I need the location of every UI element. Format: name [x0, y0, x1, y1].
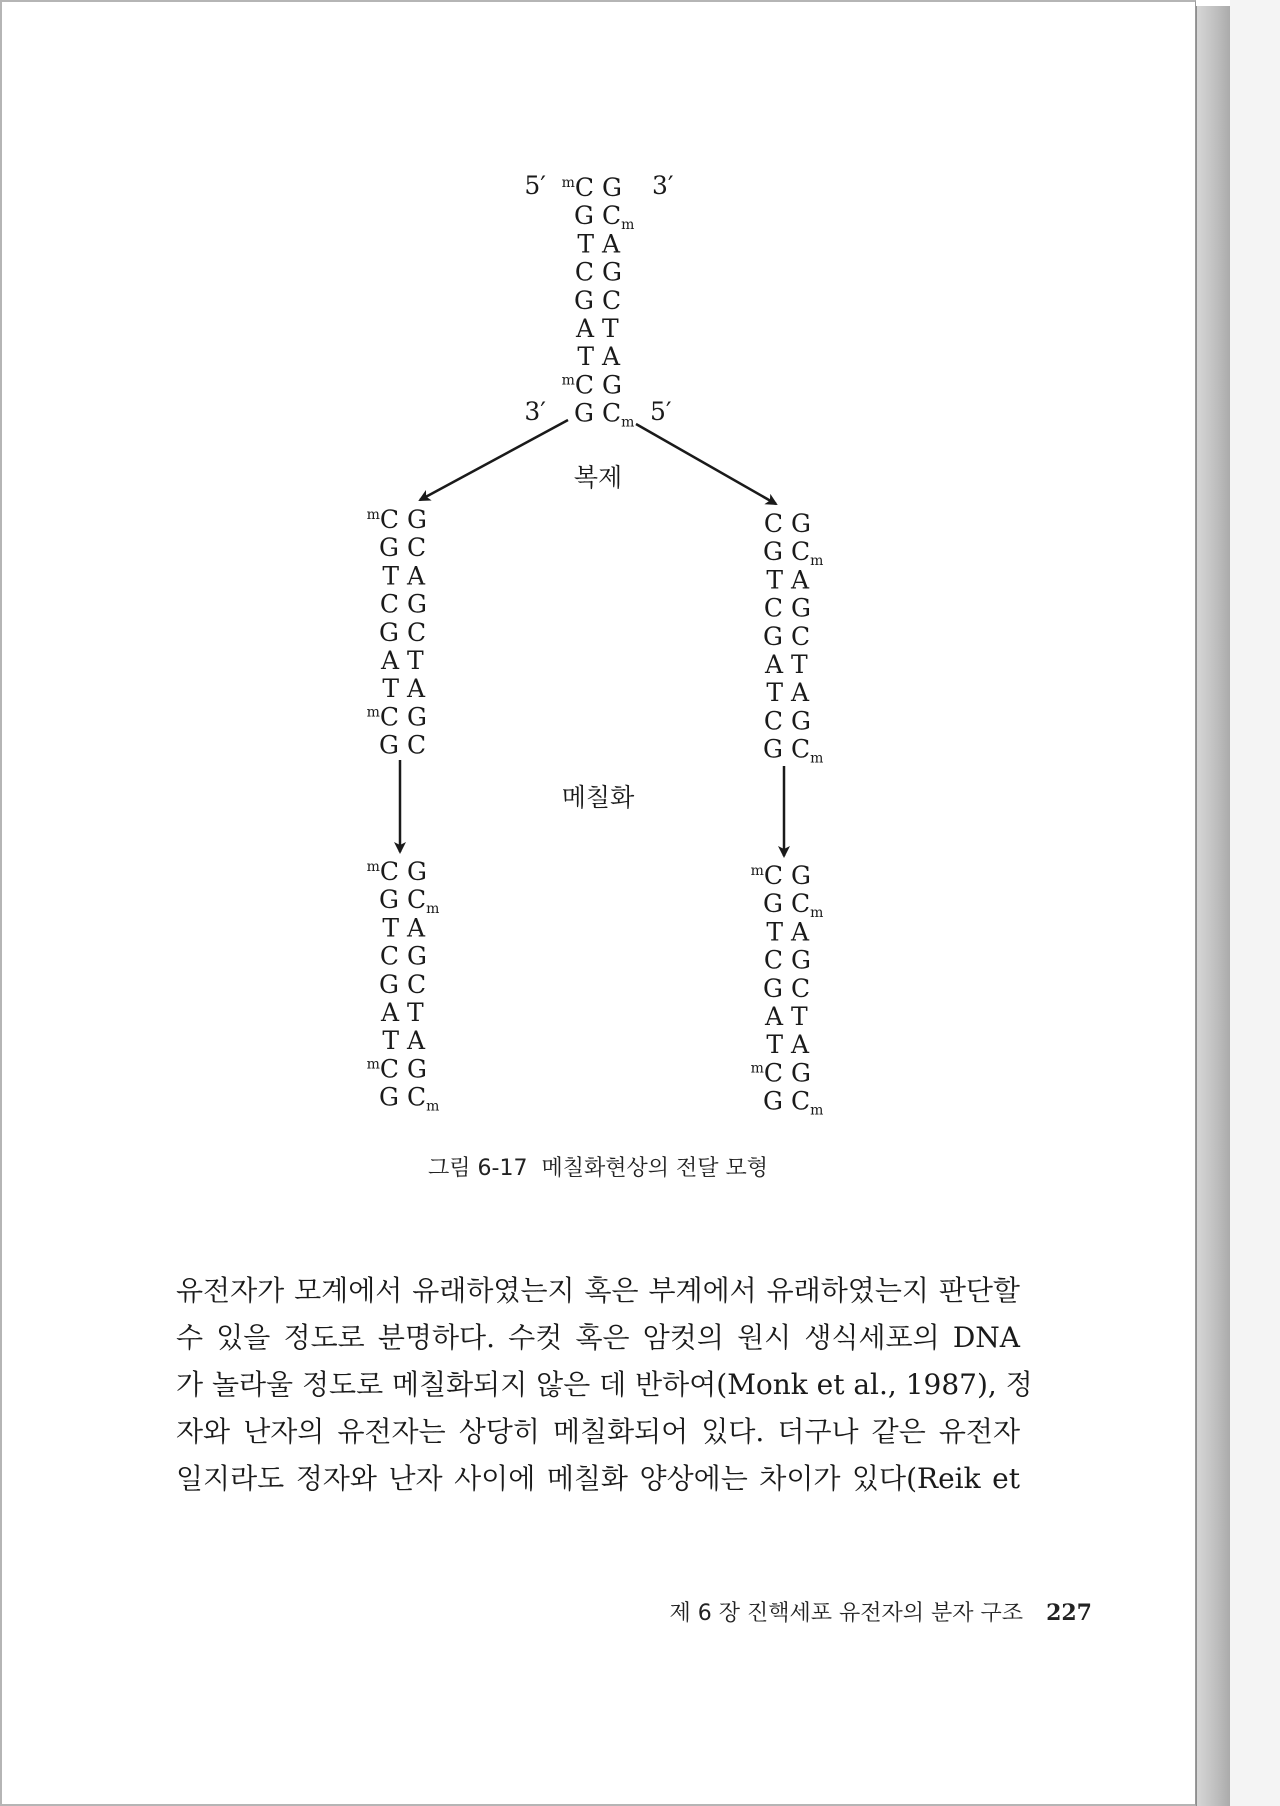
base-label: C	[763, 509, 783, 538]
methylation-label: 메칠화	[561, 783, 635, 812]
base-pair	[763, 622, 810, 651]
base-label: T	[791, 1002, 808, 1031]
base-pair	[764, 594, 811, 623]
base-pair	[575, 258, 622, 287]
base-label: A	[575, 314, 594, 343]
strand-end-label: 3′	[652, 171, 674, 200]
base-pair	[575, 314, 619, 343]
body-line: 가 놀라울 정도로 메칠화되지 않은 데 반하여(Monk et al., 1987), 정	[176, 1368, 1033, 1401]
base-pair	[367, 1054, 427, 1083]
base-pair	[764, 706, 811, 735]
base-label: G	[791, 593, 811, 623]
base-label: G	[407, 702, 427, 732]
base-pair	[380, 998, 424, 1027]
figure-number: 그림 6-17	[428, 1156, 528, 1181]
base-pair	[562, 370, 622, 399]
base-label: C	[763, 706, 783, 736]
base-label: $^m$C	[366, 1054, 399, 1084]
base-pair	[766, 1030, 810, 1059]
base-label: C	[791, 621, 811, 651]
base-pair	[577, 342, 621, 371]
base-pair	[764, 946, 811, 975]
base-label: T	[382, 561, 399, 591]
body-line: 유전자가 모계에서 유래하였는지 혹은 부계에서 유래하였는지 판단할	[176, 1274, 1020, 1307]
base-label: A	[380, 998, 399, 1027]
base-label: G	[379, 617, 399, 647]
base-pair	[380, 942, 427, 971]
replication-label: 복제	[573, 463, 623, 492]
base-pair	[367, 857, 427, 886]
base-pair	[379, 885, 439, 917]
base-label: G	[763, 537, 783, 567]
base-label: G	[791, 861, 811, 890]
base-label: G	[763, 973, 783, 1003]
base-label: G	[791, 509, 811, 538]
base-label: G	[791, 945, 811, 975]
figure-title: 메칠화현상의 전달 모형	[541, 1156, 768, 1181]
base-label: C	[379, 941, 399, 971]
base-label: A	[380, 646, 399, 675]
left-daughter-methylated	[367, 857, 440, 1115]
book-edge	[1196, 6, 1231, 1806]
base-label: $C_m$	[407, 1082, 440, 1115]
base-label: C	[407, 969, 427, 999]
base-label: G	[602, 257, 622, 287]
base-pair	[379, 533, 426, 562]
base-label: G	[602, 173, 622, 202]
base-pair	[382, 1026, 426, 1055]
footer-title: 진핵세포 유전자의 분자 구조	[747, 1601, 1024, 1626]
base-label: C	[602, 285, 622, 315]
base-pair	[764, 650, 808, 679]
body-paragraph	[176, 1267, 1033, 1502]
base-label: $^m$C	[366, 702, 399, 732]
base-pair	[367, 505, 427, 534]
base-label: A	[407, 913, 426, 943]
base-label: A	[764, 1002, 783, 1031]
replication-arrow-left	[420, 420, 568, 500]
base-label: $C_m$	[602, 398, 635, 431]
base-label: C	[407, 617, 427, 647]
base-pair	[577, 229, 621, 258]
base-pair	[763, 889, 823, 921]
base-pair	[379, 618, 426, 647]
base-label: $^m$C	[561, 370, 594, 400]
base-pair	[382, 913, 426, 942]
base-label: T	[407, 646, 424, 675]
base-label: C	[407, 730, 427, 760]
base-label: A	[407, 561, 426, 591]
base-pair	[574, 286, 621, 315]
base-label: C	[791, 973, 811, 1003]
base-pair	[379, 731, 426, 760]
base-label: A	[602, 342, 621, 372]
base-label: T	[382, 1026, 399, 1056]
base-label: T	[577, 342, 594, 372]
base-pair	[574, 399, 634, 431]
base-label: C	[763, 945, 783, 975]
base-pair	[764, 1002, 808, 1031]
base-label: G	[763, 621, 783, 651]
base-label: T	[382, 913, 399, 943]
right-daughter-unmethylated	[763, 509, 823, 767]
base-label: G	[379, 533, 399, 563]
body-line: 수 있을 정도로 분명하다. 수컷 혹은 암컷의 원시 생식세포의 DNA	[176, 1321, 1020, 1354]
page-footer	[670, 1596, 1092, 1627]
base-label: A	[602, 229, 621, 259]
base-pair	[764, 509, 811, 538]
base-label: T	[766, 678, 783, 708]
base-label: G	[379, 969, 399, 999]
base-label: T	[602, 314, 619, 343]
base-label: G	[407, 589, 427, 619]
base-pair	[763, 974, 810, 1003]
base-label: G	[407, 1054, 427, 1084]
base-label: G	[379, 730, 399, 760]
base-pair	[751, 861, 811, 890]
parent-dna-strand	[524, 171, 673, 431]
base-pair	[380, 646, 424, 675]
base-label: G	[763, 889, 783, 919]
base-label: T	[407, 998, 424, 1027]
base-label: $^m$C	[750, 1058, 783, 1088]
base-label: G	[407, 505, 427, 534]
replication-arrow-right	[636, 424, 776, 504]
base-pair	[367, 702, 427, 731]
base-pair	[562, 173, 622, 202]
base-label: $C_m$	[791, 734, 824, 767]
base-label: G	[602, 370, 622, 400]
background-strip	[1230, 0, 1280, 1806]
base-label: G	[574, 201, 594, 231]
base-label: C	[574, 257, 594, 287]
base-label: $C_m$	[602, 201, 635, 234]
base-label: $^m$C	[366, 505, 399, 534]
base-pair	[763, 1087, 823, 1119]
base-label: G	[574, 398, 594, 428]
base-label: A	[791, 678, 810, 708]
body-line: 일지라도 정자와 난자 사이에 메칠화 양상에는 차이가 있다(Reik et	[176, 1462, 1020, 1495]
base-label: A	[791, 565, 810, 595]
base-label: G	[763, 734, 783, 764]
base-label: T	[382, 674, 399, 704]
base-label: $C_m$	[791, 1086, 824, 1119]
base-label: G	[379, 1082, 399, 1112]
base-label: $C_m$	[407, 885, 440, 918]
base-label: C	[763, 593, 783, 623]
figure-caption	[0, 1151, 1196, 1182]
base-label: G	[379, 885, 399, 915]
base-label: A	[764, 650, 783, 679]
base-pair	[574, 201, 634, 233]
base-pair	[382, 561, 426, 590]
footer-chapter: 제 6 장	[669, 1601, 741, 1626]
strand-end-label: 5′	[650, 397, 672, 426]
base-pair	[382, 674, 426, 703]
base-label: A	[791, 1030, 810, 1060]
base-label: $C_m$	[791, 537, 824, 570]
base-label: G	[574, 285, 594, 315]
base-label: G	[791, 1058, 811, 1088]
body-line: 자와 난자의 유전자는 상당히 메칠화되어 있다. 더구나 같은 유전자	[176, 1415, 1020, 1448]
base-label: A	[791, 917, 810, 947]
base-pair	[763, 537, 823, 569]
base-label: G	[763, 1086, 783, 1116]
base-label: $^m$C	[561, 173, 594, 202]
base-pair	[379, 1083, 439, 1115]
base-label: G	[407, 857, 427, 886]
strand-end-label: 5′	[524, 171, 546, 200]
base-pair	[379, 970, 426, 999]
base-label: T	[766, 565, 783, 595]
base-label: C	[379, 589, 399, 619]
base-label: T	[577, 229, 594, 259]
base-pair	[380, 590, 427, 619]
base-label: A	[407, 674, 426, 704]
left-daughter-unmethylated	[367, 505, 427, 760]
base-label: G	[407, 941, 427, 971]
base-label: A	[407, 1026, 426, 1056]
base-pair	[763, 735, 823, 767]
page-number: 227	[1046, 1600, 1092, 1626]
base-pair	[766, 678, 810, 707]
base-label: C	[407, 533, 427, 563]
base-label: $^m$C	[750, 861, 783, 890]
base-label: $C_m$	[791, 889, 824, 922]
base-label: T	[766, 917, 783, 947]
base-label: T	[766, 1030, 783, 1060]
strand-end-label: 3′	[524, 397, 546, 426]
base-label: G	[791, 706, 811, 736]
base-pair	[766, 917, 810, 946]
base-pair	[766, 565, 810, 594]
base-label: $^m$C	[366, 857, 399, 886]
right-daughter-methylated	[751, 861, 824, 1119]
base-pair	[751, 1058, 811, 1087]
base-label: T	[791, 650, 808, 679]
